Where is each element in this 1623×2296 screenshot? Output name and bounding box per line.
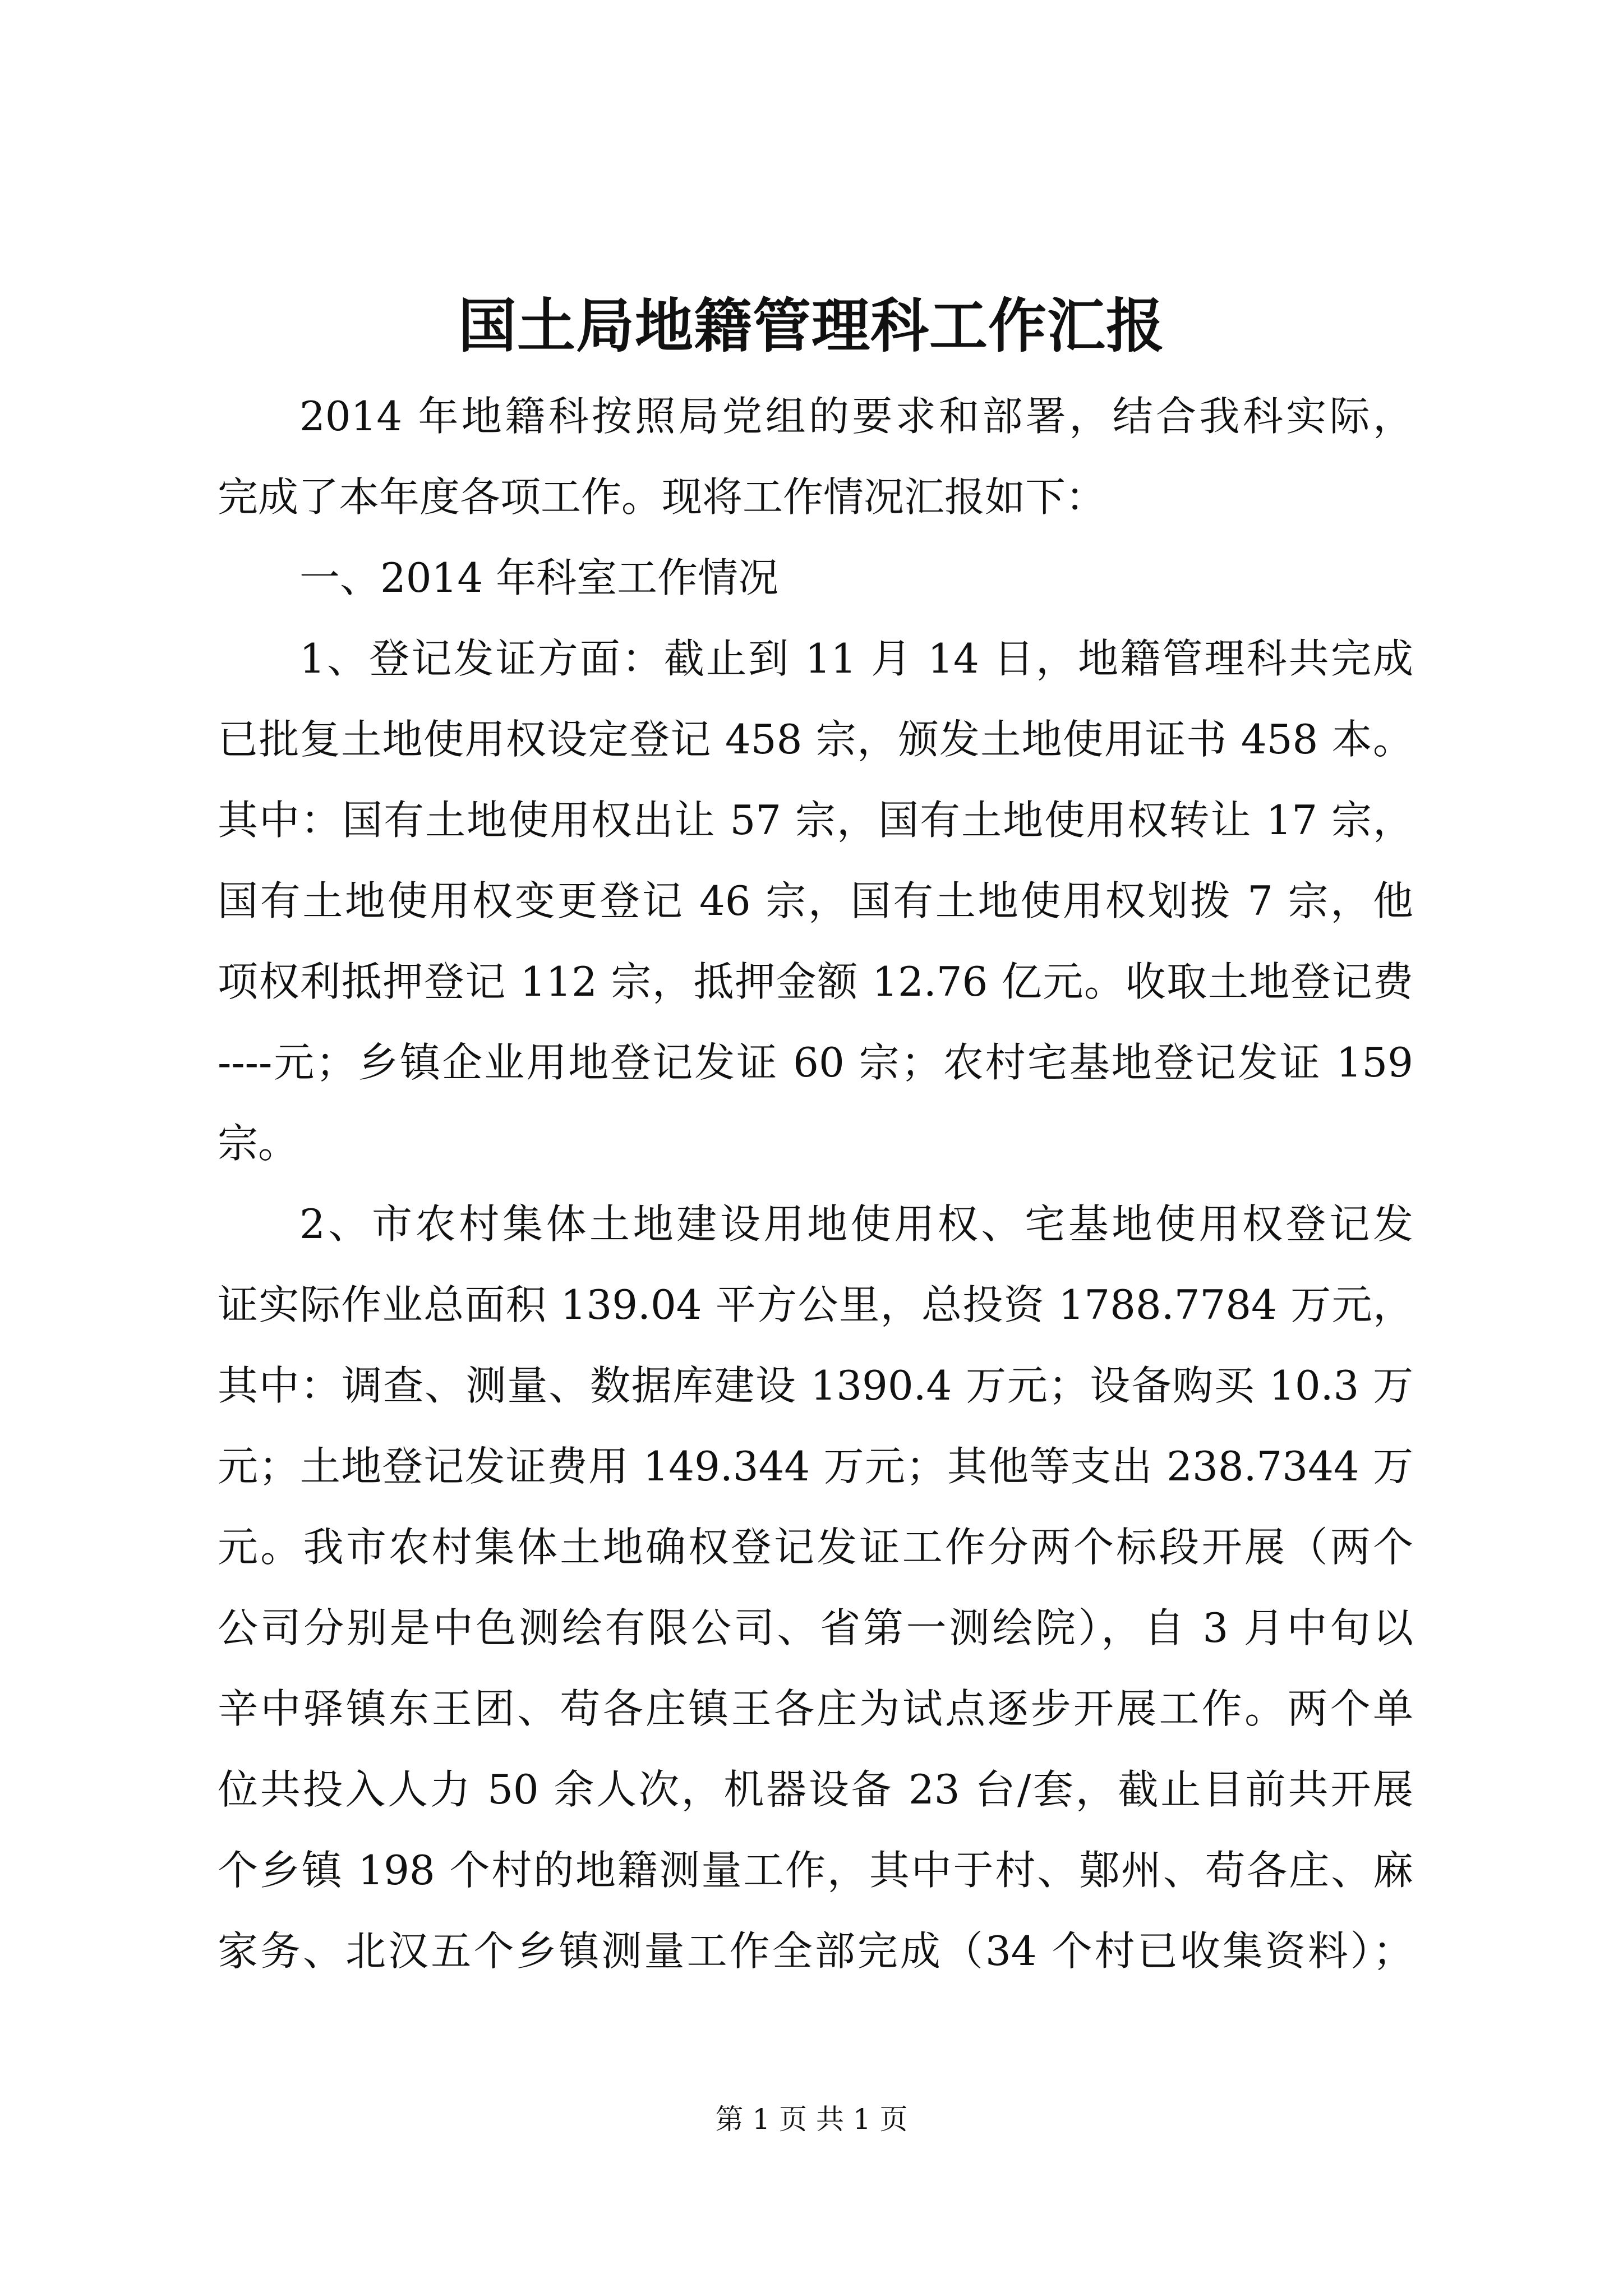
text-line: 项权利抵押登记 112 宗，抵押金额 12.76 亿元。收取土地登记费 — [218, 958, 1413, 1005]
text-line: 已批复土地使用权设定登记 458 宗，颁发土地使用证书 458 本。 — [218, 716, 1413, 763]
page-footer: 第 1 页 共 1 页 — [715, 2103, 908, 2136]
text-line: 个乡镇 198 个村的地籍测量工作，其中于村、鄚州、苟各庄、麻 — [218, 1847, 1413, 1894]
text-line: 国有土地使用权变更登记 46 宗，国有土地使用权划拨 7 宗，他 — [218, 877, 1413, 924]
text-line: 其中：调查、测量、数据库建设 1390.4 万元；设备购买 10.3 万 — [218, 1362, 1413, 1409]
text-line: 元；土地登记发证费用 149.344 万元；其他等支出 238.7344 万 — [218, 1443, 1413, 1490]
paragraph-rural-land — [218, 1184, 1413, 1991]
document-title: 国土局地籍管理科工作汇报 — [458, 291, 1165, 360]
text-line: 完成了本年度各项工作。现将工作情况汇报如下： — [218, 473, 1106, 521]
text-line: ----元；乡镇企业用地登记发证 60 宗；农村宅基地登记发证 159 — [218, 1039, 1413, 1086]
text-line: 一、2014 年科室工作情况 — [299, 554, 779, 601]
text-line: 元。我市农村集体土地确权登记发证工作分两个标段开展（两个 — [218, 1524, 1413, 1571]
text-line: 证实际作业总面积 139.04 平方公里，总投资 1788.7784 万元， — [218, 1281, 1413, 1328]
text-line: 2、市农村集体土地建设用地使用权、宅基地使用权登记发 — [299, 1200, 1413, 1248]
document-body — [218, 376, 1413, 1991]
text-line: 辛中驿镇东王团、苟各庄镇王各庄为试点逐步开展工作。两个单 — [218, 1685, 1413, 1732]
text-line: 1、登记发证方面：截止到 11 月 14 日，地籍管理科共完成 — [299, 635, 1413, 682]
section-heading — [218, 537, 1413, 618]
text-line: 2014 年地籍科按照局党组的要求和部署，结合我科实际， — [299, 393, 1413, 440]
paragraph-registration — [218, 618, 1413, 1184]
text-line: 位共投入人力 50 余人次，机器设备 23 台/套，截止目前共开展 — [218, 1766, 1413, 1813]
text-line: 其中：国有土地使用权出让 57 宗，国有土地使用权转让 17 宗， — [218, 797, 1413, 844]
paragraph-intro — [218, 376, 1413, 537]
text-line: 公司分别是中色测绘有限公司、省第一测绘院），自 3 月中旬以 — [218, 1604, 1413, 1651]
text-line: 家务、北汉五个乡镇测量工作全部完成（34 个村已收集资料）； — [218, 1927, 1413, 1975]
text-line: 宗。 — [218, 1120, 299, 1167]
